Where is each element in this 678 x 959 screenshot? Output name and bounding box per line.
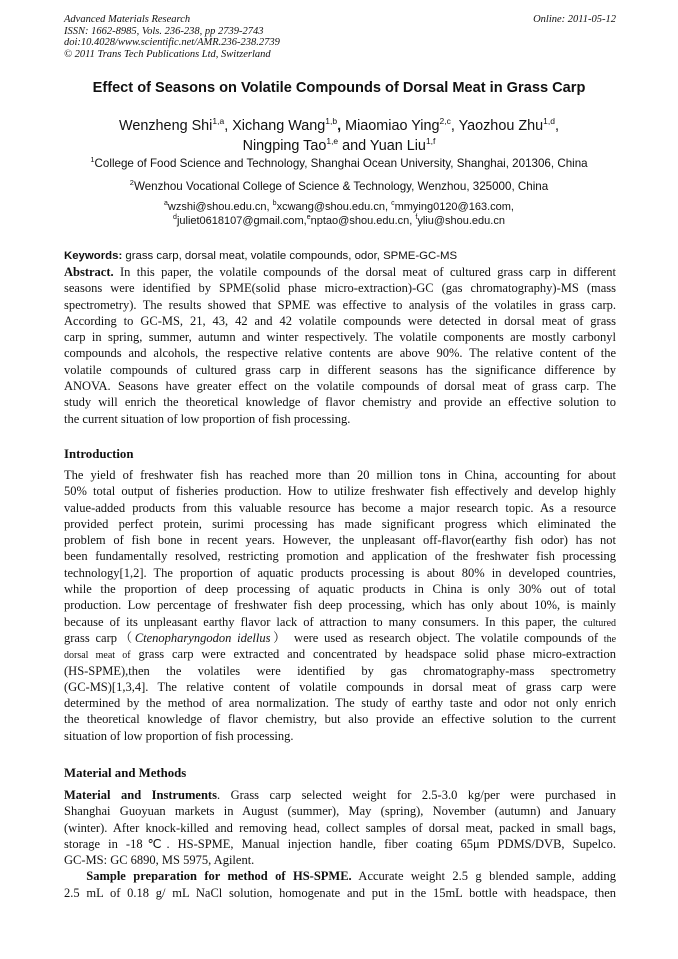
abstract-label: Abstract.	[64, 265, 114, 279]
author-list: Wenzheng Shi$^{1,a}$, Xichang Wang$^{1,b}$, Miaomiao Ying$^{2,c}$, Yaozhou Zhu$^{1,d}$, Ningping Tao$^{1,e}$ and Yuan Liu$^{1,f}$	[119, 116, 559, 154]
email-link[interactable]: yliu@shou.edu.cn	[417, 214, 505, 227]
email-link[interactable]: xcwang@shou.edu.cn,	[276, 201, 392, 213]
journal-header	[64, 14, 616, 60]
materials-subheading: Material and Instruments	[64, 788, 217, 802]
author: Wenzheng Shi$^{1,a}$	[119, 116, 225, 134]
section-heading-methods: Material and Methods	[64, 766, 187, 780]
author: Xichang Wang$^{1,b}$	[232, 116, 338, 134]
author: Ningping Tao$^{1,e}$	[242, 136, 339, 154]
email-link[interactable]: mmying0120@163.com,	[394, 201, 514, 213]
online-date: Online: 2011-05-12	[533, 14, 616, 25]
author: Miaomiao Ying$^{2,c}$	[345, 116, 451, 134]
journal-issn: ISSN: 1662-8985, Vols. 236-238, pp 2739-2743	[64, 25, 264, 37]
author-emails: $^a$wzshi@shou.edu.cn, $^b$xcwang@shou.edu.cn, $^c$mmying0120@163.com, $^d$juliet0618107@gmail.com,$^e$nptao@shou.edu.cn, $^f$yliu@shou.edu.cn	[164, 200, 514, 227]
author: Yaozhou Zhu$^{1,d}$	[458, 116, 555, 134]
introduction-body: The yield of freshwater fish has reached more than 20 million tons in China, accounting for about 50% total output of fisheries production. How to utilize freshwater fish effectively and develop highly value-added products from this valuable resource has become a major research topic. As a resource provided perfect protein, surimi processing has made significant progress which eliminated the problem of fish bone in recent years. However, the unpleasant off-flavor(earthy fish odor) has not been fundamentally resolved, restricting promotion and application of the freshwater fish processing technology[1,2]. The proportion of aquatic products processing is about 80% in developed countries, while the proportion of deep processing of aquatic products in China is only 30% out of total production. Low percentage of freshwater fish deep processing, which has only about 10%, is mainly because of its unpleasant earthy flavor lack of attraction to many consumers. In this paper, the cultured grass carp（Ctenopharyngodon idellus） were used as research object. The volatile compounds of the dorsal meat of grass carp were extracted and concentrated by headspace solid phase micro-extraction (HS-SPME),then the volatiles were identified by gas chromatography-mass spectrometry (GC-MS)[1,3,4]. The relative content of volatile compounds in dorsal meat of grass carp were determined by the method of area normalization. The study of earthy taste and odor not only enrich the theoretical knowledge of flavor chemistry, but also provide an effective solution to the current situation of low proportion of fish processing.	[64, 468, 617, 743]
journal-copyright: © 2011 Trans Tech Publications Ltd, Switzerland	[64, 48, 271, 60]
keywords-label: Keywords:	[64, 250, 123, 262]
methods-body: Material and Instruments. Grass carp selected weight for 2.5-3.0 kg/per were purchased in Shanghai Guoyuan markets in August (summer), May (spring), November (autumn) and January (winter). After knock-killed and removing head, collect samples of dorsal meat, packed in small bags, storage in -18℃. HS-SPME, Manual injection handle, fiber coating 65μm PDMS/DVB, Supelco. GC-MS: GC 6890, MS 5975, Agilent. Sample preparation for method of HS-SPME. Accurate weight 2.5 g blended sample, adding 2.5 mL of 0.18 g/ mL NaCl solution, homogenate and put in the 15mL bottle with headspace, then	[64, 788, 617, 900]
journal-name: Advanced Materials Research	[64, 14, 191, 25]
abstract: Abstract. In this paper, the volatile compounds of the dorsal meat of cultured grass carp in different seasons were identified by SPME(solid phase micro-extraction)-GC (gas chromatography)-MS (mass spectrometry). The results showed that SPME was effective to analysis of the volatiles in grass carp. According to GC-MS, 21, 43, 42 and 42 volatile compounds were detected in dorsal meat of grass carp in spring, summer, autumn and winter respectively. The volatile components are mostly carbonyl compounds and alcohols, the respective relative contents are above 90%. The relative content of the volatile compounds of cultured grass carp in different seasons has the significance difference by ANOVA. Seasons have greater effect on the volatile compounds of dorsal meat of grass carp. The study will enrich the theoretical knowledge of flavor chemistry and provide an effective solution to the current situation of low proportion of fish processing.	[64, 265, 616, 426]
paper-title: Effect of Seasons on Volatile Compounds of Dorsal Meat in Grass Carp	[92, 80, 586, 96]
email-link[interactable]: nptao@shou.edu.cn,	[310, 214, 416, 227]
email-link[interactable]: juliet0618107@gmail.com,	[176, 214, 307, 227]
affiliation-1: $^1$College of Food Science and Technology, Shanghai Ocean University, Shanghai, 201306, China	[90, 155, 588, 170]
journal-doi: doi:10.4028/www.scientific.net/AMR.236-238.2739	[64, 37, 280, 49]
affiliation-2: $^2$Wenzhou Vocational College of Science & Technology, Wenzhou, 325000, China	[129, 178, 549, 193]
email-link[interactable]: wzshi@shou.edu.cn,	[167, 201, 273, 213]
sample-prep-subheading: Sample preparation for method of HS-SPME.	[86, 869, 352, 884]
section-heading-introduction: Introduction	[64, 447, 134, 461]
keywords	[64, 250, 616, 262]
author: Yuan Liu$^{1,f}$	[369, 136, 436, 154]
keywords-text: grass carp, dorsal meat, volatile compounds, odor, SPME-GC-MS	[122, 250, 458, 262]
